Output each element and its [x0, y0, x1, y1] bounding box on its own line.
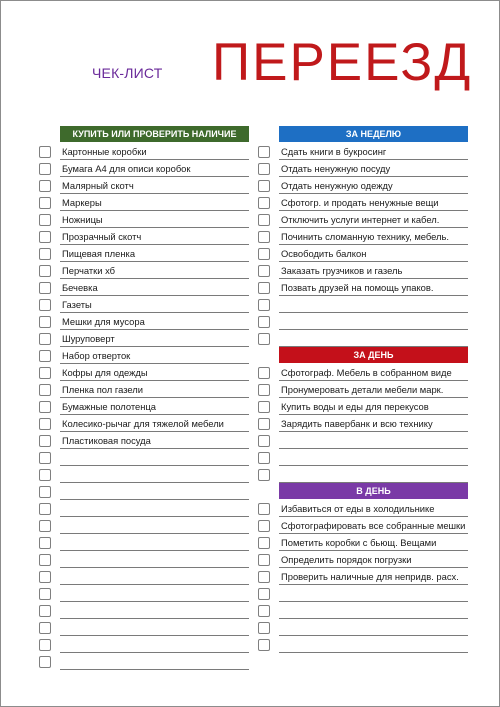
- checklist-item-label: Газеты: [62, 299, 92, 310]
- checklist-subtitle: ЧЕК-ЛИСТ: [92, 65, 163, 81]
- checkbox[interactable]: [258, 418, 270, 430]
- checklist-item-label: Пищевая пленка: [62, 248, 136, 259]
- checkbox[interactable]: [258, 248, 270, 260]
- checkbox[interactable]: [258, 180, 270, 192]
- checklist-item-label: Починить сломанную технику, мебель.: [281, 231, 450, 242]
- checklist-item-label: Зарядить павербанк и всю технику: [281, 418, 433, 429]
- checklist-row: [39, 262, 249, 279]
- checkbox[interactable]: [39, 384, 51, 396]
- checklist-row: [39, 483, 249, 500]
- checkbox[interactable]: [258, 401, 270, 413]
- checkbox[interactable]: [258, 367, 270, 379]
- checklist-row: [39, 313, 249, 330]
- checkbox[interactable]: [39, 180, 51, 192]
- section-header-moving-day: [279, 483, 468, 499]
- checkbox[interactable]: [39, 401, 51, 413]
- checkbox[interactable]: [39, 367, 51, 379]
- checkbox[interactable]: [258, 435, 270, 447]
- checklist-row: [258, 551, 468, 568]
- checklist-row: [39, 330, 249, 347]
- checklist-row: [258, 143, 468, 160]
- checklist-item-label: Пластиковая посуда: [62, 435, 151, 446]
- checklist-row: [258, 449, 468, 466]
- checklist-item-label: Бумага А4 для описи коробок: [62, 163, 191, 174]
- checklist-item-label: Отдать ненужную посуду: [281, 163, 391, 174]
- section-title-buy: КУПИТЬ ИЛИ ПРОВЕРИТЬ НАЛИЧИЕ: [72, 129, 237, 139]
- checklist-item-label: Пронумеровать детали мебели марк.: [281, 384, 444, 395]
- page-title: ПЕРЕЕЗД: [212, 33, 473, 92]
- checkbox[interactable]: [258, 231, 270, 243]
- checklist-row: [39, 653, 249, 670]
- checklist-row: [258, 177, 468, 194]
- checklist-row: [258, 636, 468, 653]
- checkbox[interactable]: [258, 197, 270, 209]
- checkbox[interactable]: [39, 418, 51, 430]
- checklist-row: [39, 245, 249, 262]
- checklist-row: [39, 415, 249, 432]
- checklist-item-label: Колесико-рычаг для тяжелой мебели: [62, 418, 224, 429]
- checklist-row: [39, 551, 249, 568]
- checklist-row: [39, 585, 249, 602]
- checklist-row: [39, 228, 249, 245]
- checkbox[interactable]: [39, 146, 51, 158]
- checkbox[interactable]: [39, 588, 51, 600]
- checklist-item-label: Определить порядок погрузки: [281, 554, 412, 565]
- checklist-item-label: Освободить балкон: [281, 248, 367, 259]
- checkbox[interactable]: [39, 554, 51, 566]
- checklist-row: [39, 160, 249, 177]
- checkbox[interactable]: [258, 622, 270, 634]
- checkbox[interactable]: [258, 639, 270, 651]
- checklist-row: [39, 534, 249, 551]
- checkbox[interactable]: [258, 469, 270, 481]
- checkbox[interactable]: [258, 571, 270, 583]
- checklist-row: [258, 534, 468, 551]
- checklist-item-label: Перчатки хб: [62, 265, 116, 276]
- checklist-row: [258, 228, 468, 245]
- checkbox[interactable]: [258, 282, 270, 294]
- checkbox[interactable]: [39, 520, 51, 532]
- checklist-row: [39, 432, 249, 449]
- checkbox[interactable]: [258, 503, 270, 515]
- checklist-item-label: Отдать ненужную одежду: [281, 180, 393, 191]
- checkbox[interactable]: [258, 214, 270, 226]
- checklist-row: [258, 279, 468, 296]
- checkbox[interactable]: [258, 554, 270, 566]
- checklist-row: [258, 296, 468, 313]
- section-header-week: [279, 126, 468, 142]
- checklist-item-label: Отключить услуги интернет и кабел.: [281, 214, 440, 225]
- checkbox[interactable]: [39, 333, 51, 345]
- checklist-row: [39, 500, 249, 517]
- checklist-row: [258, 602, 468, 619]
- checkbox[interactable]: [39, 452, 51, 464]
- checklist-row: [258, 330, 468, 347]
- checklist-row: [39, 177, 249, 194]
- section-title-day: ЗА ДЕНЬ: [353, 350, 394, 360]
- checklist-item-label: Сфотограф. Мебель в собранном виде: [281, 367, 452, 378]
- checklist-row: [258, 313, 468, 330]
- checklist-item-label: Бечевка: [62, 282, 98, 293]
- checkbox[interactable]: [39, 622, 51, 634]
- checkbox[interactable]: [39, 537, 51, 549]
- checkbox[interactable]: [39, 571, 51, 583]
- checkbox[interactable]: [258, 265, 270, 277]
- checklist-row: [39, 568, 249, 585]
- checklist-row: [39, 347, 249, 364]
- checklist-item-label: Пленка пол газели: [62, 384, 144, 395]
- checkbox[interactable]: [258, 316, 270, 328]
- checkbox[interactable]: [39, 231, 51, 243]
- write-in-line: [279, 346, 468, 347]
- checkbox[interactable]: [39, 350, 51, 362]
- checkbox[interactable]: [39, 214, 51, 226]
- checklist-item-label: Купить воды и еды для перекусов: [281, 401, 429, 412]
- checkbox[interactable]: [39, 316, 51, 328]
- checkbox[interactable]: [39, 248, 51, 260]
- checkbox[interactable]: [39, 656, 51, 668]
- checkbox[interactable]: [258, 537, 270, 549]
- checklist-item-label: Сдать книги в букросинг: [281, 146, 387, 157]
- checkbox[interactable]: [39, 299, 51, 311]
- section-header-day: [279, 347, 468, 363]
- checkbox[interactable]: [39, 605, 51, 617]
- checklist-row: [258, 194, 468, 211]
- checklist-row: [39, 211, 249, 228]
- checklist-row: [258, 517, 468, 534]
- checklist-item-label: Пометить коробки с бьющ. Вещами: [281, 537, 437, 548]
- checklist-row: [39, 279, 249, 296]
- checkbox[interactable]: [258, 384, 270, 396]
- checklist-item-label: Сфотогр. и продать ненужные вещи: [281, 197, 439, 208]
- checklist-row: [39, 602, 249, 619]
- checklist-item-label: Ножницы: [62, 214, 103, 225]
- checklist-item-label: Позвать друзей на помощь упаков.: [281, 282, 434, 293]
- checklist-row: [39, 296, 249, 313]
- checklist-row: [258, 364, 468, 381]
- checkbox[interactable]: [39, 435, 51, 447]
- checklist-item-label: Шуруповерт: [62, 333, 115, 344]
- checklist-row: [258, 381, 468, 398]
- checklist-row: [258, 432, 468, 449]
- checklist-row: [39, 194, 249, 211]
- checklist-item-label: Мешки для мусора: [62, 316, 145, 327]
- checklist-item-label: Заказать грузчиков и газель: [281, 265, 403, 276]
- checklist-row: [258, 245, 468, 262]
- checkbox[interactable]: [39, 503, 51, 515]
- checklist-row: [39, 517, 249, 534]
- checklist-row: [258, 211, 468, 228]
- checklist-row: [258, 500, 468, 517]
- checklist-row: [258, 466, 468, 483]
- checkbox[interactable]: [258, 333, 270, 345]
- checklist-row: [258, 160, 468, 177]
- checklist-row: [39, 466, 249, 483]
- checklist-row: [258, 262, 468, 279]
- section-header-buy: [60, 126, 249, 142]
- checkbox[interactable]: [258, 452, 270, 464]
- section-title-moving-day: В ДЕНЬ: [356, 486, 391, 496]
- checklist-item-label: Избавиться от еды в холодильнике: [281, 503, 435, 514]
- checklist-row: [39, 636, 249, 653]
- checkbox[interactable]: [258, 605, 270, 617]
- checklist-item-label: Кофры для одежды: [62, 367, 148, 378]
- checkbox[interactable]: [39, 197, 51, 209]
- write-in-line: [279, 652, 468, 653]
- checklist-row: [39, 619, 249, 636]
- section-title-week: ЗА НЕДЕЛЮ: [345, 129, 402, 139]
- checklist-row: [258, 585, 468, 602]
- checkbox[interactable]: [39, 265, 51, 277]
- checkbox[interactable]: [258, 520, 270, 532]
- checklist-item-label: Маркеры: [62, 197, 102, 208]
- checklist-row: [39, 398, 249, 415]
- checklist-item-label: Малярный скотч: [62, 180, 134, 191]
- checklist-item-label: Сфотографировать все собранные мешки: [281, 520, 466, 531]
- write-in-line: [60, 669, 249, 670]
- checkbox[interactable]: [39, 282, 51, 294]
- checklist-item-label: Прозрачный скотч: [62, 231, 142, 242]
- checkbox[interactable]: [258, 146, 270, 158]
- checkbox[interactable]: [39, 163, 51, 175]
- checklist-item-label: Картонные коробки: [62, 146, 147, 157]
- checkbox[interactable]: [258, 588, 270, 600]
- checklist-row: [39, 364, 249, 381]
- checklist-row: [39, 143, 249, 160]
- checklist-item-label: Бумажные полотенца: [62, 401, 157, 412]
- checklist-row: [258, 619, 468, 636]
- checklist-row: [39, 381, 249, 398]
- checkbox[interactable]: [258, 299, 270, 311]
- checkbox[interactable]: [39, 486, 51, 498]
- checklist-item-label: Проверить наличные для непридв. расх.: [281, 571, 459, 582]
- checklist-row: [258, 398, 468, 415]
- checklist-row: [258, 568, 468, 585]
- checkbox[interactable]: [258, 163, 270, 175]
- checkbox[interactable]: [39, 469, 51, 481]
- checkbox[interactable]: [39, 639, 51, 651]
- checklist-row: [39, 449, 249, 466]
- checklist-row: [258, 415, 468, 432]
- write-in-line: [279, 482, 468, 483]
- checklist-item-label: Набор отверток: [62, 350, 131, 361]
